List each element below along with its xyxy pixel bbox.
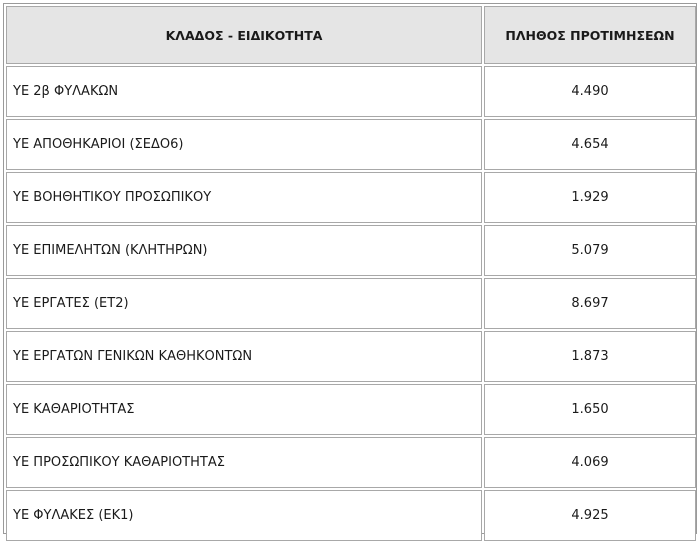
table-row xyxy=(6,490,696,541)
cell-preferences-count: 1.650 xyxy=(484,384,696,435)
table-row xyxy=(6,172,696,223)
header-preferences-count: ΠΛΗΘΟΣ ΠΡΟΤΙΜΗΣΕΩΝ xyxy=(484,6,696,64)
table-row xyxy=(6,119,696,170)
cell-preferences-count: 4.925 xyxy=(484,490,696,541)
cell-preferences-count: 1.873 xyxy=(484,331,696,382)
table-row xyxy=(6,66,696,117)
table-row xyxy=(6,384,696,435)
table-row xyxy=(6,437,696,488)
cell-preferences-count: 5.079 xyxy=(484,225,696,276)
cell-preferences-count: 8.697 xyxy=(484,278,696,329)
table-row xyxy=(6,225,696,276)
cell-preferences-count: 1.929 xyxy=(484,172,696,223)
preferences-table-container xyxy=(3,3,697,534)
cell-specialty: ΥΕ ΚΑΘΑΡΙΟΤΗΤΑΣ xyxy=(6,384,482,435)
table-header-row xyxy=(6,6,696,64)
table-row xyxy=(6,278,696,329)
table-row xyxy=(6,331,696,382)
header-specialty: ΚΛΑΔΟΣ - ΕΙΔΙΚΟΤΗΤΑ xyxy=(6,6,482,64)
cell-specialty: ΥΕ ΕΠΙΜΕΛΗΤΩΝ (ΚΛΗΤΗΡΩΝ) xyxy=(6,225,482,276)
preferences-table xyxy=(4,4,698,543)
cell-preferences-count: 4.069 xyxy=(484,437,696,488)
cell-specialty: ΥΕ ΒΟΗΘΗΤΙΚΟΥ ΠΡΟΣΩΠΙΚΟΥ xyxy=(6,172,482,223)
cell-specialty: ΥΕ ΠΡΟΣΩΠΙΚΟΥ ΚΑΘΑΡΙΟΤΗΤΑΣ xyxy=(6,437,482,488)
cell-specialty: ΥΕ ΕΡΓΑΤΩΝ ΓΕΝΙΚΩΝ ΚΑΘΗΚΟΝΤΩΝ xyxy=(6,331,482,382)
cell-specialty: ΥΕ ΦΥΛΑΚΕΣ (ΕΚ1) xyxy=(6,490,482,541)
cell-preferences-count: 4.654 xyxy=(484,119,696,170)
cell-preferences-count: 4.490 xyxy=(484,66,696,117)
cell-specialty: ΥΕ ΕΡΓΑΤΕΣ (ΕΤ2) xyxy=(6,278,482,329)
cell-specialty: ΥΕ 2β ΦΥΛΑΚΩΝ xyxy=(6,66,482,117)
cell-specialty: ΥΕ ΑΠΟΘΗΚΑΡΙΟΙ (ΣΕΔΟ6) xyxy=(6,119,482,170)
